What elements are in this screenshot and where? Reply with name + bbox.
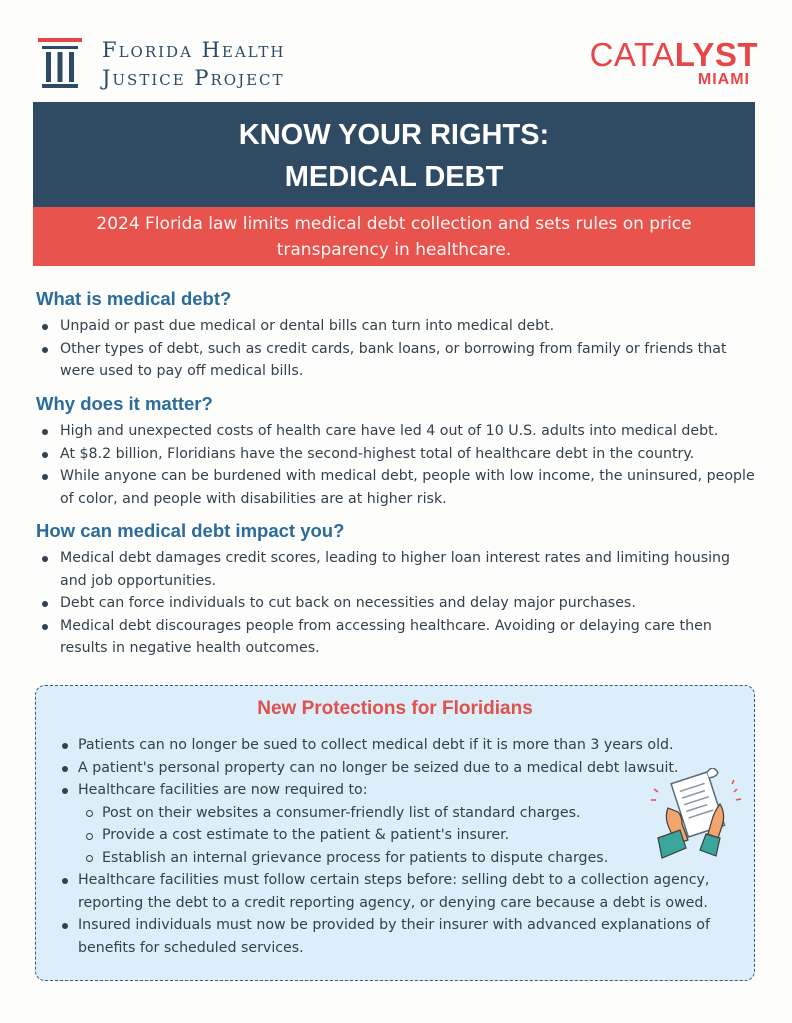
bullet-list xyxy=(36,315,756,383)
list-item: A patient's personal property can no longer be seized due to a medical debt lawsuit. xyxy=(56,757,746,780)
subtitle-banner xyxy=(33,207,755,266)
list-item: Unpaid or past due medical or dental bills can turn into medical debt. xyxy=(36,315,756,338)
catalyst-part2: LYST xyxy=(674,36,758,73)
protections-box xyxy=(35,685,755,981)
title-banner xyxy=(33,102,755,207)
list-item: Medical debt discourages people from accessing healthcare. Avoiding or delaying care then results in negative health outcomes. xyxy=(36,615,756,660)
sub-list-item: Provide a cost estimate to the patient & patient's insurer. xyxy=(80,824,746,847)
list-item: High and unexpected costs of health care have led 4 out of 10 U.S. adults into medical debt. xyxy=(36,420,756,443)
catalyst-sub: MIAMI xyxy=(697,71,750,88)
bullet-list xyxy=(36,420,756,510)
catalyst-wordmark xyxy=(590,38,758,72)
sub-bullet-list xyxy=(80,802,746,870)
list-item: Healthcare facilities are now required to: xyxy=(56,779,746,802)
section-heading: How can medical debt impact you? xyxy=(36,520,345,541)
section-heading: Why does it matter? xyxy=(36,393,213,414)
list-item: Patients can no longer be sued to collect medical debt if it is more than 3 years old. xyxy=(56,734,746,757)
list-item: Healthcare facilities must follow certain steps before: selling debt to a collection agency, reporting the debt to a credit reporting agency, or denying care because a debt is owed. xyxy=(56,869,746,914)
section-why-matter xyxy=(36,393,756,510)
list-item: Debt can force individuals to cut back on necessities and delay major purchases. xyxy=(36,592,756,615)
list-item: At $8.2 billion, Floridians have the second-highest total of healthcare debt in the country. xyxy=(36,443,756,466)
section-heading: What is medical debt? xyxy=(36,288,232,309)
section-what-is-debt xyxy=(36,288,756,383)
title-line-2: MEDICAL DEBT xyxy=(284,161,504,193)
list-item: While anyone can be burdened with medical debt, people with low income, the uninsured, people of color, and people with disabilities are at higher risk. xyxy=(36,465,756,510)
subtitle-text: 2024 Florida law limits medical debt collection and sets rules on price transparency in healthcare. xyxy=(96,214,692,260)
fhjp-logo xyxy=(36,34,336,92)
protections-list xyxy=(56,734,746,959)
section-impact xyxy=(36,520,756,660)
catalyst-part1: CATA xyxy=(589,36,675,73)
bullet-list xyxy=(36,547,756,660)
org-name: Florida Health Justice Project xyxy=(102,38,286,90)
hands-holding-receipt-icon xyxy=(648,768,743,860)
list-item: Other types of debt, such as credit cards, bank loans, or borrowing from family or friends that were used to pay off medical bills. xyxy=(36,338,756,383)
sub-list-item: Establish an internal grievance process for patients to dispute charges. xyxy=(80,847,746,870)
title-line-1: KNOW YOUR RIGHTS: xyxy=(238,119,550,151)
list-item: Insured individuals must now be provided by their insurer with advanced explanations of benefits for scheduled services. xyxy=(56,914,746,959)
sub-list-item: Post on their websites a consumer-friendly list of standard charges. xyxy=(80,802,746,825)
pillar-logo-icon xyxy=(36,38,84,90)
list-item: Medical debt damages credit scores, leading to higher loan interest rates and limiting housing and job opportunities. xyxy=(36,547,756,592)
catalyst-logo xyxy=(590,38,758,88)
protections-title: New Protections for Floridians xyxy=(257,698,533,719)
